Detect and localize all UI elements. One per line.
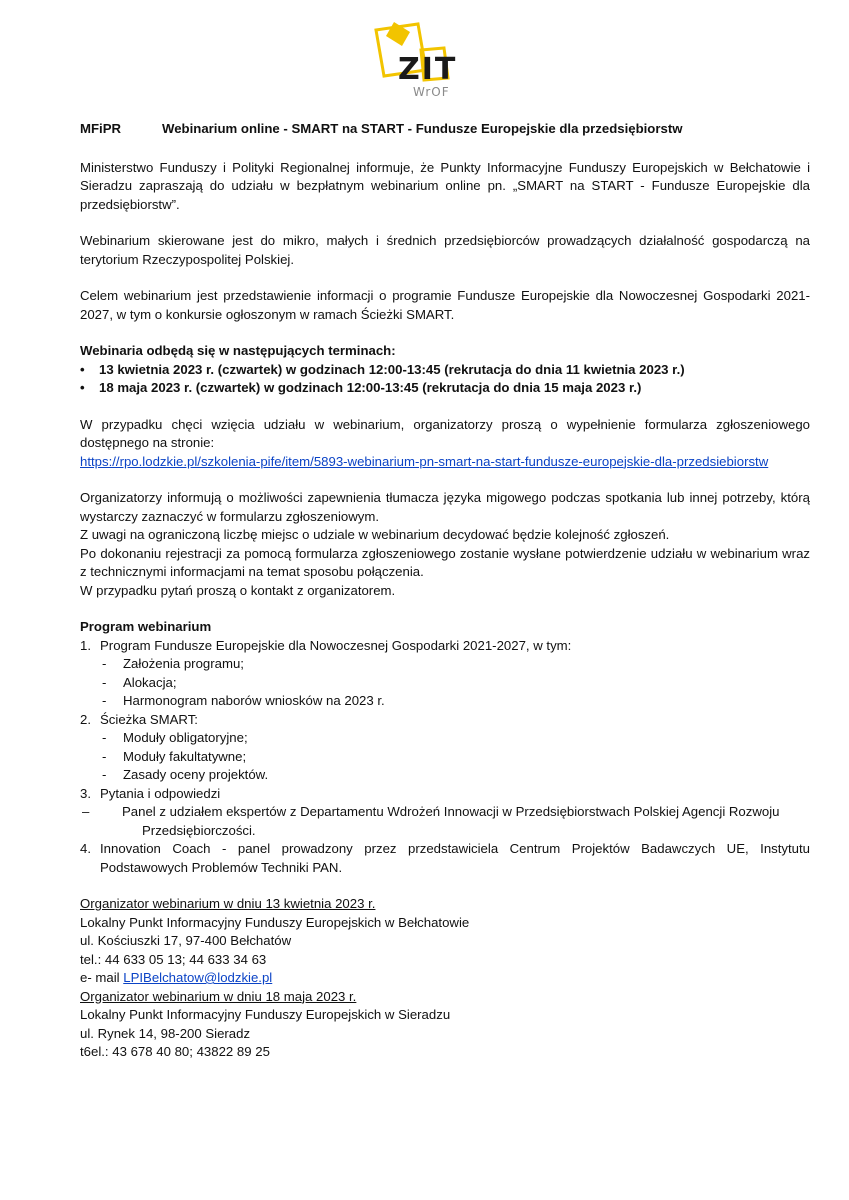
program-list [80,637,810,878]
organizer-phone: tel.: 44 633 05 13; 44 633 34 63 [80,951,267,967]
program-item-number: 1. [80,637,91,653]
program-subitem: - Alokacja; [100,674,810,693]
organizer-block [80,895,810,988]
audience-paragraph: Webinarium skierowane jest do mikro, małych i średnich przedsiębiorców prowadzących działalność gospodarczą na terytorium Rzeczypospolitej Polskiej. [80,233,810,267]
program-item [80,637,810,711]
organizer-address: ul. Kościuszki 17, 97-400 Bełchatów [80,933,292,948]
header-title: Webinarium online - SMART na START - Fundusze Europejskie dla przedsiębiorstw [162,121,683,136]
program-item-number: 3. [80,785,91,801]
program-item-text: Pytania i odpowiedzi [100,785,221,801]
dates-list [80,361,810,398]
organizer-name: Lokalny Punkt Informacyjny Funduszy Europejskich w Sieradzu [80,1007,451,1022]
registration-paragraph [80,416,810,472]
info-block [80,489,810,600]
organizer-heading: Organizator webinarium w dniu 18 maja 2023 r. [80,988,357,1004]
program-item-text: Ścieżka SMART: [100,711,198,727]
program-subitem: - Zasady oceny projektów. [100,766,810,785]
program-subitem: – Panel z udziałem ekspertów z Departamentu Wdrożeń Innowacji w Przedsiębiorstwach Polskiej Agencji Rozwoju Przedsiębiorczości. [100,803,810,840]
registration-text: W przypadku chęci wzięcia udziału w webinarium, organizatorzy proszą o wypełnienie formularza zgłoszeniowego dostępnego na stronie: [80,416,810,450]
program-item [80,711,810,785]
program-subitem: - Moduły fakultatywne; [100,748,810,767]
organizer-email-line [80,969,810,988]
program-subitem: - Harmonogram naborów wniosków na 2023 r. [100,692,810,711]
program-sublist [100,729,810,785]
header-code: MFiPR [80,121,122,136]
document-header [80,120,810,139]
program-item [80,785,810,841]
organizer-heading: Organizator webinarium w dniu 13 kwietnia 2023 r. [80,896,376,911]
logo-subtext: WrOF [413,85,450,99]
organizer-address: ul. Rynek 14, 98-200 Sieradz [80,1025,251,1041]
program-item [80,840,810,877]
document-body [80,120,810,1062]
info-line: Po dokonaniu rejestracji za pomocą formularza zgłoszeniowego zostanie wysłane potwierdzenie udziału w webinarium wraz z technicznymi informacjami na temat sposobu połączenia. [80,545,810,579]
program-item-number: 4. [80,841,91,856]
program-subitem: - Założenia programu; [100,655,810,674]
program-item-text: Program Fundusze Europejskie dla Nowoczesnej Gospodarki 2021-2027, w tym: [100,637,572,653]
email-label: e- mail [80,970,124,985]
program-sublist [100,803,810,840]
organizer-email-link[interactable]: LPIBelchatow@lodzkie.pl [123,970,273,985]
logo-text: ZIT [398,52,458,87]
info-line: Organizatorzy informują o możliwości zapewnienia tłumacza języka migowego podczas spotkania lub innej potrzeby, którą wystarczy zaznaczyć w formularzu zgłoszeniowym. [80,490,810,524]
registration-link[interactable]: https://rpo.lodzkie.pl/szkolenia-pife/item/5893-webinarium-pn-smart-na-start-fundusze-europejskie-dla-przedsiebiorstw [80,453,769,469]
info-line: W przypadku pytań proszą o kontakt z organizatorem. [80,582,396,598]
program-sublist [100,655,810,711]
organizer-block [80,988,810,1062]
organizer-name: Lokalny Punkt Informacyjny Funduszy Europejskich w Bełchatowie [80,914,470,930]
date-item: • 13 kwietnia 2023 r. (czwartek) w godzinach 12:00-13:45 (rekrutacja do dnia 11 kwietnia 2023 r.) [80,361,810,380]
organizer-phone: t6el.: 43 678 40 80; 43822 89 25 [80,1044,270,1059]
info-line: Z uwagi na ograniczoną liczbę miejsc o udziale w webinarium decydować będzie kolejność zgłoszeń. [80,527,670,542]
program-subitem: - Moduły obligatoryjne; [100,729,810,748]
goal-paragraph: Celem webinarium jest przedstawienie informacji o programie Fundusze Europejskie dla Nowoczesnej Gospodarki 2021-2027, w tym o konkursie ogłoszonym w ramach Ścieżki SMART. [80,288,810,322]
program-heading: Program webinarium [80,619,212,634]
dates-heading: Webinaria odbędą się w następujących terminach: [80,343,396,358]
date-item: • 18 maja 2023 r. (czwartek) w godzinach 12:00-13:45 (rekrutacja do dnia 15 maja 2023 r.) [80,379,810,398]
program-item-number: 2. [80,711,91,727]
program-item-text: Innovation Coach - panel prowadzony przez przedstawiciela Centrum Projektów Badawczych UE, Instytutu Podstawowych Problemów Techniki PAN. [100,841,810,875]
intro-paragraph: Ministerstwo Funduszy i Polityki Regionalnej informuje, że Punkty Informacyjne Funduszy Europejskich w Bełchatowie i Sieradzu zapraszają do udziału w bezpłatnym webinarium online pn. „SMART na START - Fundusze Europejskie dla przedsiębiorstw”. [80,159,810,212]
